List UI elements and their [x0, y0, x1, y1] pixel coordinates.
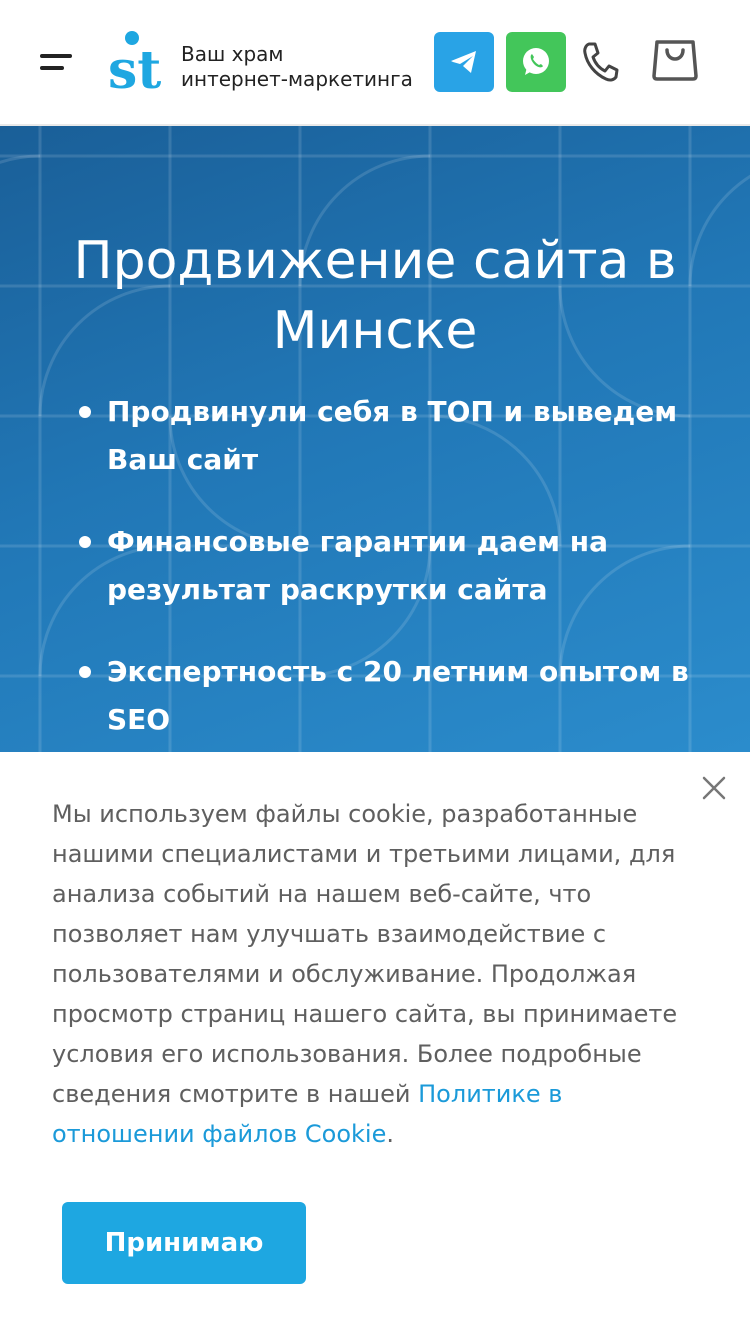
benefit-item: Финансовые гарантии даем на результат раскрутки сайта — [76, 518, 716, 614]
tagline-line-1: Ваш храм — [181, 42, 284, 66]
cookie-notice-end: . — [386, 1120, 394, 1148]
close-icon[interactable] — [702, 776, 726, 800]
hero-banner — [0, 126, 750, 752]
benefits-list — [76, 388, 716, 752]
benefit-item: Экспертность с 20 летним опытом в SEO — [76, 648, 716, 744]
page-title: Продвижение сайта в Минске — [73, 231, 677, 361]
telegram-icon — [449, 49, 479, 75]
whatsapp-icon — [519, 45, 553, 79]
accept-cookies-button[interactable]: Принимаю — [62, 1202, 306, 1284]
logo-icon[interactable] — [108, 30, 170, 92]
site-header — [0, 0, 750, 126]
whatsapp-button[interactable] — [506, 32, 566, 92]
phone-icon[interactable] — [580, 40, 620, 84]
telegram-button[interactable] — [434, 32, 494, 92]
cookie-notice-body: Мы используем файлы cookie, разработанные нашими специалистами и третьими лицами, для анализа событий на нашем веб-сайте, что позволяет нам улучшать взаимодействие с пользователями и обслуживание. Продолжая просмотр страниц нашего сайта, вы принимаете условия его использования. Более подробные сведения смотрите в нашей — [52, 800, 678, 1108]
site-tagline — [181, 42, 413, 92]
cookie-notice-text — [52, 794, 702, 1154]
tagline-line-2: интернет-маркетинга — [181, 67, 413, 91]
benefit-item: Продвинули себя в ТОП и выведем Ваш сайт — [76, 388, 716, 484]
cart-icon[interactable] — [652, 38, 698, 82]
menu-icon[interactable] — [40, 54, 72, 74]
cookie-policy-link[interactable]: Политике в отношении файлов Cookie — [52, 1080, 563, 1148]
svg-text:st: st — [108, 40, 162, 92]
